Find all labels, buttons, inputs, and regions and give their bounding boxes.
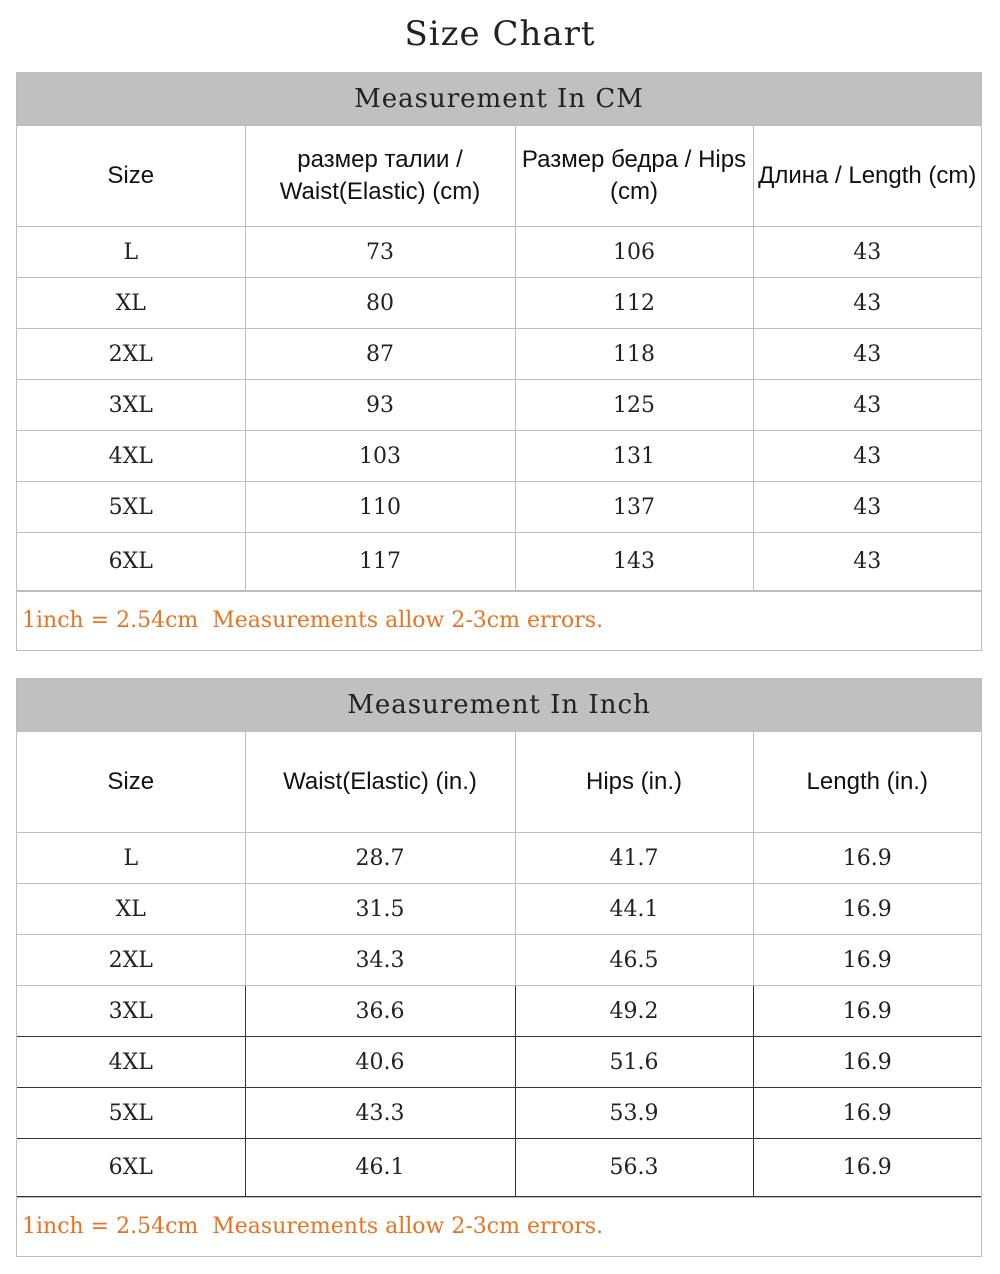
table-row <box>17 227 981 278</box>
waist-cell: 34.3 <box>245 935 515 986</box>
cm-table <box>17 126 981 591</box>
inch-header-row <box>17 732 981 833</box>
size-cell: 6XL <box>17 533 245 591</box>
length-cell: 16.9 <box>753 1037 981 1088</box>
size-cell: 3XL <box>17 986 245 1037</box>
length-cell: 43 <box>753 329 981 380</box>
column-header-waist: Waist(Elastic) (in.) <box>245 732 515 833</box>
table-row <box>17 1088 981 1139</box>
length-cell: 43 <box>753 380 981 431</box>
waist-cell: 73 <box>245 227 515 278</box>
hips-cell: 125 <box>515 380 753 431</box>
table-row <box>17 482 981 533</box>
length-cell: 43 <box>753 278 981 329</box>
page-title: Size Chart <box>404 14 596 54</box>
cm-table-heading: Measurement In CM <box>17 73 981 126</box>
length-cell: 16.9 <box>753 884 981 935</box>
size-cell: L <box>17 833 245 884</box>
hips-cell: 143 <box>515 533 753 591</box>
table-row <box>17 986 981 1037</box>
size-cell: L <box>17 227 245 278</box>
hips-cell: 112 <box>515 278 753 329</box>
cm-header-row <box>17 126 981 227</box>
column-header-length: Length (in.) <box>753 732 981 833</box>
waist-cell: 80 <box>245 278 515 329</box>
size-cell: 5XL <box>17 482 245 533</box>
waist-cell: 36.6 <box>245 986 515 1037</box>
table-row <box>17 1037 981 1088</box>
size-cell: XL <box>17 278 245 329</box>
waist-cell: 93 <box>245 380 515 431</box>
inch-size-table <box>16 678 982 1257</box>
column-header-length: Длина / Length (cm) <box>753 126 981 227</box>
column-header-size: Size <box>17 732 245 833</box>
hips-cell: 51.6 <box>515 1037 753 1088</box>
waist-cell: 110 <box>245 482 515 533</box>
cm-size-table <box>16 72 982 651</box>
size-cell: XL <box>17 884 245 935</box>
measurement-note: 1inch = 2.54cm Measurements allow 2-3cm errors. <box>17 591 981 650</box>
size-cell: 4XL <box>17 1037 245 1088</box>
hips-cell: 106 <box>515 227 753 278</box>
waist-cell: 117 <box>245 533 515 591</box>
table-row <box>17 431 981 482</box>
waist-cell: 87 <box>245 329 515 380</box>
hips-cell: 137 <box>515 482 753 533</box>
length-cell: 16.9 <box>753 833 981 884</box>
size-cell: 6XL <box>17 1139 245 1197</box>
hips-cell: 46.5 <box>515 935 753 986</box>
hips-cell: 49.2 <box>515 986 753 1037</box>
table-row <box>17 884 981 935</box>
table-row <box>17 833 981 884</box>
table-row <box>17 278 981 329</box>
hips-cell: 44.1 <box>515 884 753 935</box>
size-cell: 5XL <box>17 1088 245 1139</box>
length-cell: 43 <box>753 227 981 278</box>
table-row <box>17 533 981 591</box>
size-cell: 2XL <box>17 935 245 986</box>
length-cell: 43 <box>753 482 981 533</box>
waist-cell: 46.1 <box>245 1139 515 1197</box>
waist-cell: 31.5 <box>245 884 515 935</box>
hips-cell: 56.3 <box>515 1139 753 1197</box>
hips-cell: 53.9 <box>515 1088 753 1139</box>
waist-cell: 43.3 <box>245 1088 515 1139</box>
waist-cell: 40.6 <box>245 1037 515 1088</box>
size-cell: 2XL <box>17 329 245 380</box>
hips-cell: 118 <box>515 329 753 380</box>
column-header-waist: размер талии / Waist(Elastic) (cm) <box>245 126 515 227</box>
column-header-hips: Размер бедра / Hips (cm) <box>515 126 753 227</box>
length-cell: 16.9 <box>753 1139 981 1197</box>
waist-cell: 103 <box>245 431 515 482</box>
length-cell: 43 <box>753 533 981 591</box>
table-row <box>17 1139 981 1197</box>
length-cell: 16.9 <box>753 986 981 1037</box>
length-cell: 16.9 <box>753 1088 981 1139</box>
size-cell: 3XL <box>17 380 245 431</box>
measurement-note: 1inch = 2.54cm Measurements allow 2-3cm errors. <box>17 1197 981 1256</box>
table-row <box>17 935 981 986</box>
size-cell: 4XL <box>17 431 245 482</box>
waist-cell: 28.7 <box>245 833 515 884</box>
column-header-size: Size <box>17 126 245 227</box>
table-row <box>17 380 981 431</box>
hips-cell: 41.7 <box>515 833 753 884</box>
column-header-hips: Hips (in.) <box>515 732 753 833</box>
table-row <box>17 329 981 380</box>
inch-table <box>17 732 981 1197</box>
hips-cell: 131 <box>515 431 753 482</box>
inch-table-heading: Measurement In Inch <box>17 679 981 732</box>
length-cell: 16.9 <box>753 935 981 986</box>
length-cell: 43 <box>753 431 981 482</box>
